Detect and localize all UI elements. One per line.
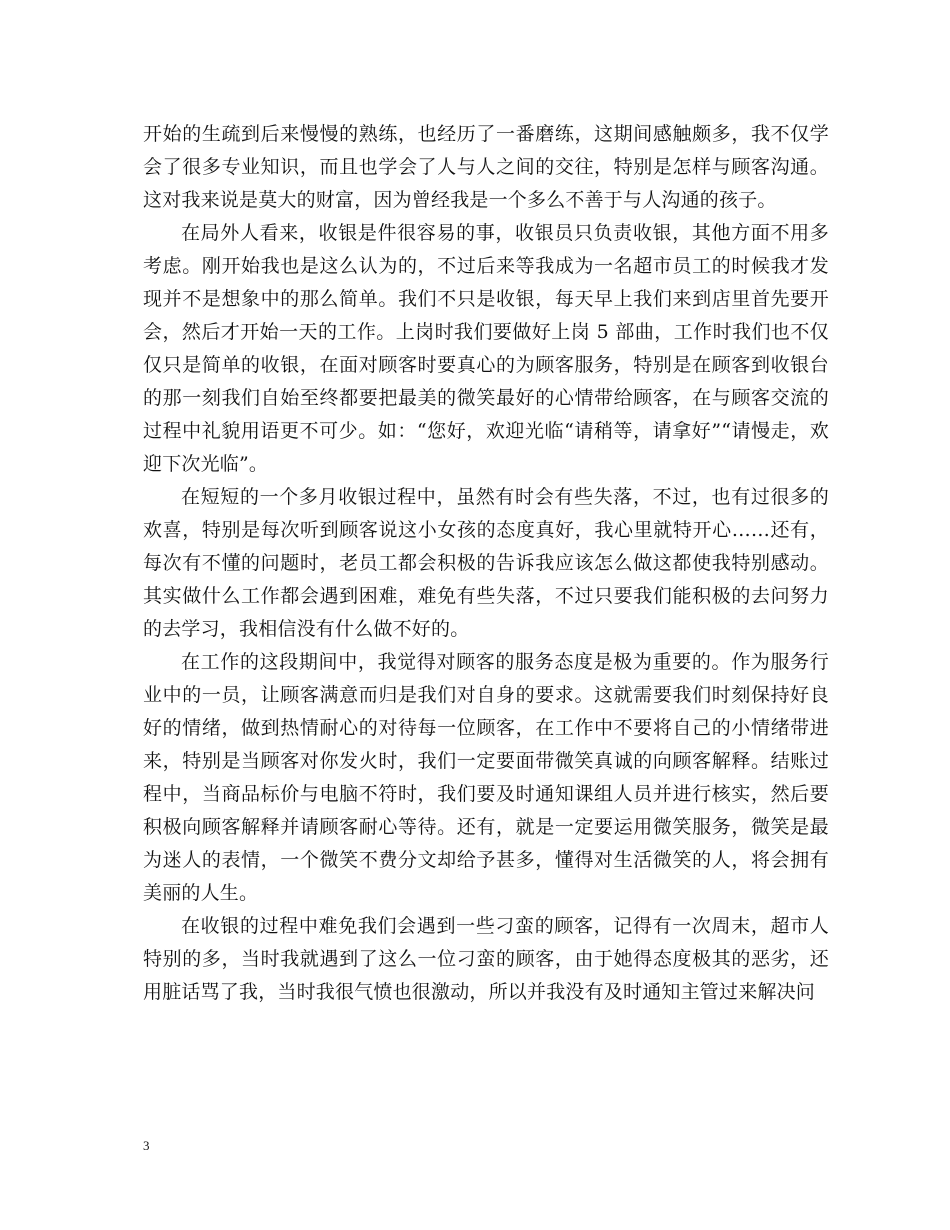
page-number: 3 xyxy=(143,1138,150,1153)
body-text xyxy=(143,118,829,1009)
paragraph-5: 在收银的过程中难免我们会遇到一些刁蛮的顾客，记得有一次周末，超市人特别的多，当时我就遇到了这么一位刁蛮的顾客，由于她得态度极其的恶劣，还用脏话骂了我，当时我很气愤也很激动，所以并我没有及时通知主管过来解决问 xyxy=(143,915,829,1003)
paragraph-2: 在局外人看来，收银是件很容易的事，收银员只负责收银，其他方面不用多考虑。刚开始我也是这么认为的，不过后来等我成为一名超市员工的时候我才发现并不是想象中的那么简单。我们不只是收银，每天早上我们来到店里首先要开会，然后才开始一天的工作。上岗时我们要做好上岗 5 部曲，工作时我们也不仅仅只是简单的收银，在面对顾客时要真心的为顾客服务，特别是在顾客到收银台的那一刻我们自始至终都要把最美的微笑最好的心情带给顾客，在与顾客交流的过程中礼貌用语更不可少。如：“您好，欢迎光临“请稍等，请拿好”“请慢走，欢迎下次光临”。 xyxy=(143,222,829,475)
paragraph-1: 开始的生疏到后来慢慢的熟练，也经历了一番磨练，这期间感触颇多，我不仅学会了很多专业知识，而且也学会了人与人之间的交往，特别是怎样与顾客沟通。这对我来说是莫大的财富，因为曾经我是一个多么不善于与人沟通的孩子。 xyxy=(143,123,829,211)
paragraph-3: 在短短的一个多月收银过程中，虽然有时会有些失落，不过，也有过很多的欢喜，特别是每次听到顾客说这小女孩的态度真好，我心里就特开心……还有，每次有不懂的问题时，老员工都会积极的告诉我应该怎么做这都使我特别感动。其实做什么工作都会遇到困难，难免有些失落，不过只要我们能积极的去问努力的去学习，我相信没有什么做不好的。 xyxy=(143,486,829,640)
paragraph-4: 在工作的这段期间中，我觉得对顾客的服务态度是极为重要的。作为服务行业中的一员，让顾客满意而归是我们对自身的要求。这就需要我们时刻保持好良好的情绪，做到热情耐心的对待每一位顾客，在工作中不要将自己的小情绪带进来，特别是当顾客对你发火时，我们一定要面带微笑真诚的向顾客解释。结账过程中，当商品标价与电脑不符时，我们要及时通知课组人员并进行核实，然后要积极向顾客解释并请顾客耐心等待。还有，就是一定要运用微笑服务，微笑是最为迷人的表情，一个微笑不费分文却给予甚多，懂得对生活微笑的人，将会拥有美丽的人生。 xyxy=(143,651,829,904)
